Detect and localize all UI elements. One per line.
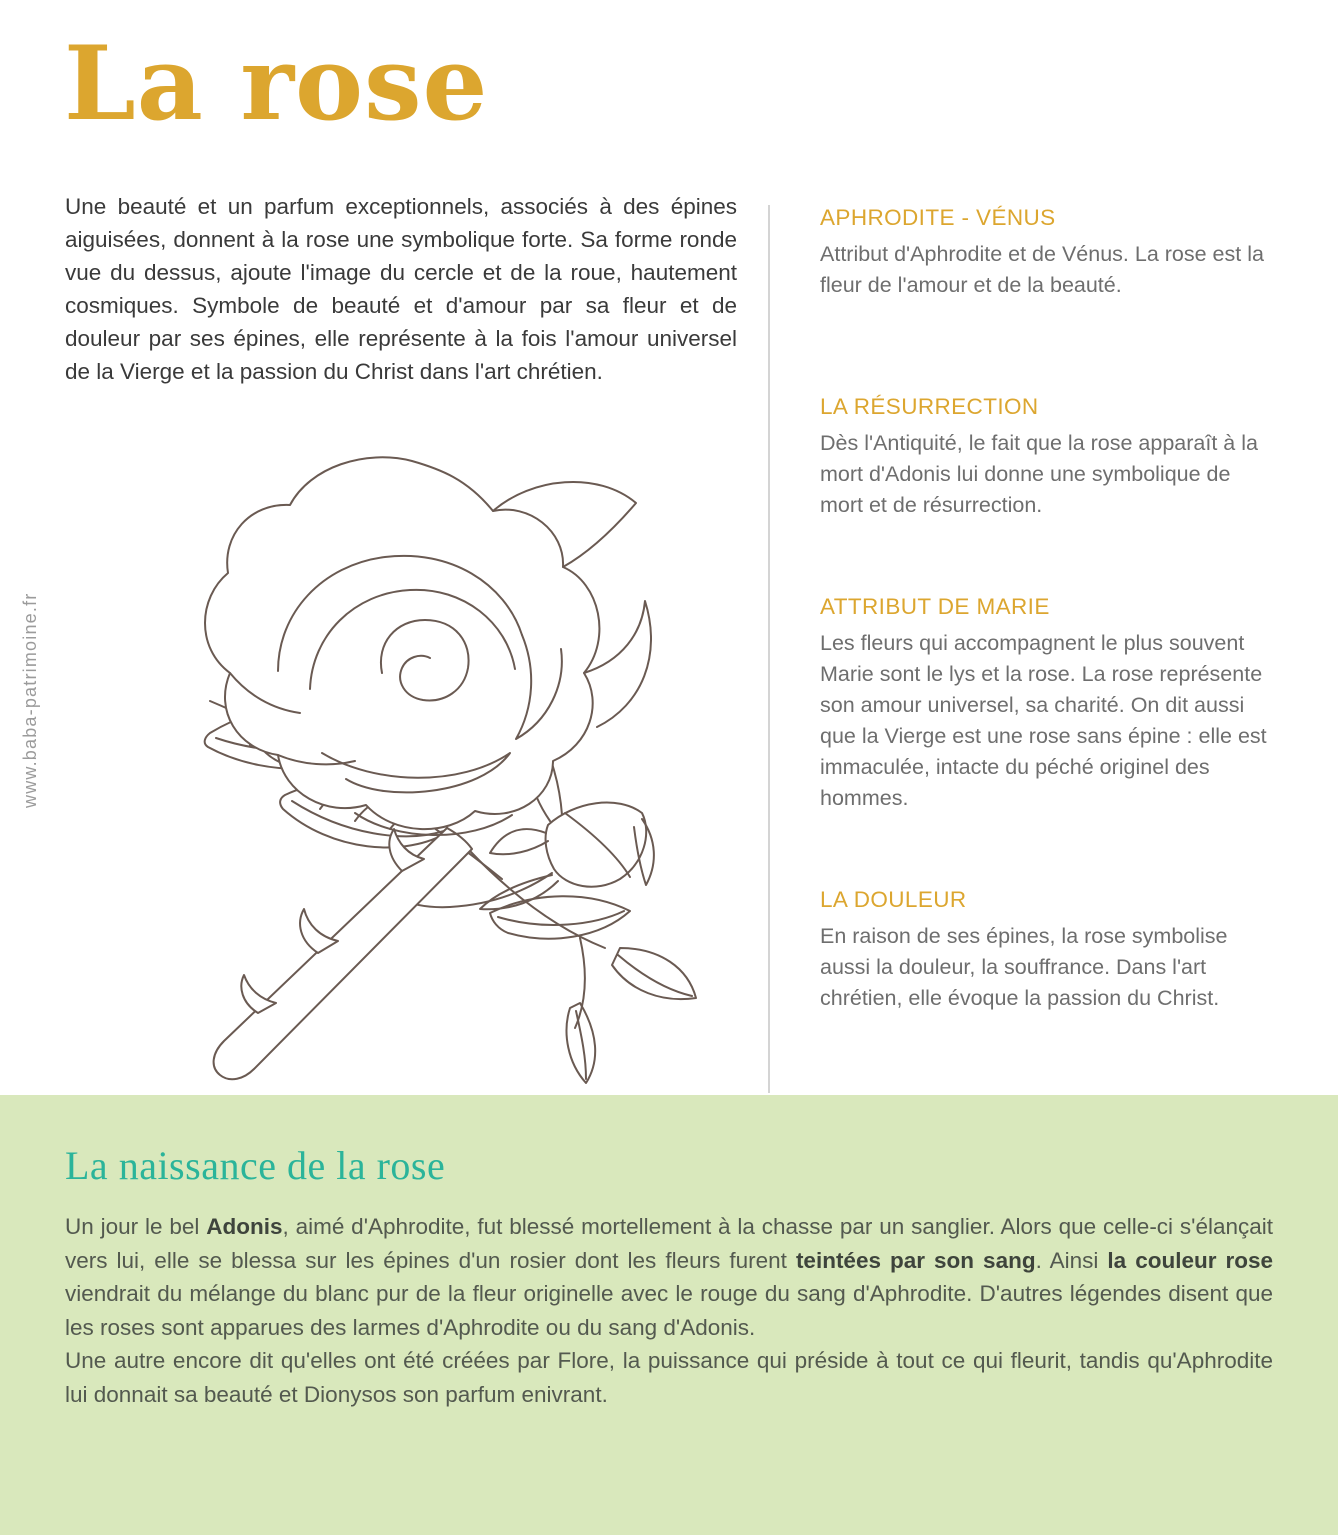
bold-la-couleur-rose: la couleur rose — [1107, 1247, 1274, 1273]
text-run: . Ainsi — [1035, 1247, 1108, 1273]
birth-paragraph-2: Une autre encore dit qu'elles ont été créées par Flore, la puissance qui préside à tout ce qui fleurit, tandis qu'Aphrodite lui donnait sa beauté et Dionysos son parfum enivrant. — [65, 1348, 1273, 1407]
section-aphrodite — [820, 204, 1272, 301]
section-heading: LA RÉSURRECTION — [820, 394, 1039, 419]
text-run: , aimé d'Aphrodite, fut blessé mortellement à la chasse par un sanglier. Alors que celle-ci s'élançait vers lui, elle se blessa sur les épines d'un rosier dont les fleurs furent — [65, 1214, 1274, 1273]
bold-teintees-par-son-sang: teintées par son sang — [795, 1247, 1036, 1273]
section-body: En raison de ses épines, la rose symbolise aussi la douleur, la souffrance. Dans l'art chrétien, elle évoque la passion du Christ. — [820, 924, 1228, 1010]
column-divider — [768, 205, 770, 1093]
section-heading: LA DOULEUR — [820, 887, 967, 912]
section-resurrection — [820, 393, 1272, 521]
section-douleur — [820, 886, 1272, 1014]
bold-adonis: Adonis — [206, 1214, 283, 1239]
text-run: viendrait du mélange du blanc pur de la fleur originelle avec le rouge du sang d'Aphrodite. D'autres légendes disent que les roses sont apparues des larmes d'Aphrodite ou du sang d'Adonis. — [65, 1281, 1273, 1340]
website-url: www.baba-patrimoine.fr — [20, 592, 40, 808]
section-attribut-marie — [820, 593, 1272, 814]
text-run: Un jour le bel — [65, 1214, 207, 1239]
rose-stem — [214, 828, 472, 1079]
section-heading: ATTRIBUT DE MARIE — [820, 594, 1050, 619]
section-heading: APHRODITE - VÉNUS — [820, 205, 1056, 230]
section-body: Attribut d'Aphrodite et de Vénus. La rose est la fleur de l'amour et de la beauté. — [820, 242, 1264, 297]
section-body: Dès l'Antiquité, le fait que la rose apparaît à la mort d'Adonis lui donne une symbolique de mort et de résurrection. — [820, 431, 1258, 517]
symbolism-column — [820, 204, 1272, 1086]
intro-paragraph: Une beauté et un parfum exceptionnels, associés à des épines aiguisées, donnent à la rose une symbolique forte. Sa forme ronde vue du dessus, ajoute l'image du cercle et de la roue, hautement cosmiques. Symbole de beauté et d'amour par sa fleur et de douleur par ses épines, elle représente à la fois l'amour universel de la Vierge et la passion du Christ dans l'art chrétien. — [65, 194, 737, 384]
birth-paragraph-1 — [65, 1210, 1273, 1344]
section-body: Les fleurs qui accompagnent le plus souvent Marie sont le lys et la rose. La rose représente son amour universel, sa charité. On dit aussi que la Vierge est une rose sans épine : elle est immaculée, intacte du péché originel des hommes. — [820, 631, 1267, 810]
page-title: La rose — [64, 24, 489, 144]
rose-illustration — [150, 443, 700, 1093]
birth-heading: La naissance de la rose — [65, 1143, 446, 1188]
birth-of-rose-band — [0, 1095, 1338, 1535]
rose-bloom — [205, 457, 651, 835]
